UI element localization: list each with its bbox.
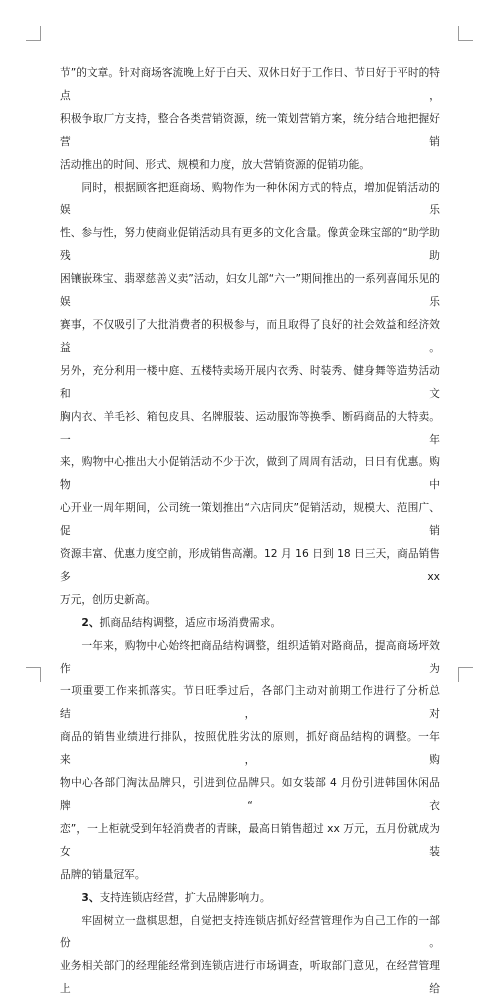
crop-mark-bottom-left [26,667,41,682]
text-line: 活动推出的时间、形式、规模和力度，放大营销资源的促销功能。 [60,157,370,171]
section-heading [60,612,440,635]
text-line: 业务相关部门的经理能经常到连锁店进行市场调查，听取部门意见，在经营管理上给 [60,959,440,996]
text-line: 一项重要工作来抓落实。节日旺季过后，各部门主动对前期工作进行了分析总结，对 [60,684,440,721]
text-line: 积极争取厂方支持，整合各类营销资源，统一策划营销方案，统分结合地把握好营销 [60,111,440,148]
text-line: 品牌的销量冠军。 [60,867,146,881]
crop-mark-top-right [458,26,473,41]
text-line: 困镶嵌珠宝、翡翠慈善义卖”活动，妇女儿部“六一”期间推出的一系列喜闻乐见的娱乐 [60,272,440,309]
text-line: 牢固树立一盘棋思想，自觉把支持连锁店抓好经营管理作为自己工作的一部份。 [60,913,440,950]
crop-mark-top-left [26,26,41,41]
text-line: 商品的销售业绩进行排队，按照优胜劣汰的原则，抓好商品结构的调整。一年来，购 [60,730,440,767]
text-line: 另外，充分利用一楼中庭、五楼特卖场开展内衣秀、时装秀、健身舞等造势活动和文 [60,363,440,400]
text-line: 胸内衣、羊毛衫、箱包皮具、名牌服装、运动服饰等换季、断码商品的大特卖。一年 [60,409,440,446]
text-line: 恋”，一上柜就受到年轻消费者的青睐，最高日销售超过 xx 万元，五月份就成为女装 [60,821,440,858]
text-line: 万元，创历史新高。 [60,592,157,606]
text-line: 一年来，购物中心始终把商品结构调整，组织适销对路商品，提高商场坪效作为 [60,638,440,675]
text-line: 资源丰富、优惠力度空前，形成销售高潮。12 月 16 日到 18 日三天，商品销售多 xx [60,547,440,583]
heading-number: 2、 [81,615,100,629]
heading-text: 抓商品结构调整，适应市场消费需求。 [99,615,282,629]
heading-number: 3、 [81,890,100,904]
text-line: 同时，根据顾客把逛商场、购物作为一种休闲方式的特点，增加促销活动的娱乐 [60,180,440,217]
document-body [60,62,440,1001]
text-line: 心开业一周年期间，公司统一策划推出“六店同庆”促销活动，规模大、范围广、促销 [60,501,440,538]
text-line: 赛事，不仅吸引了大批消费者的积极参与，而且取得了良好的社会效益和经济效益。 [60,317,440,354]
text-line: 节”的文章。针对商场客流晚上好于白天、双休日好于工作日、节日好于平时的特点， [60,66,440,102]
text-line: 性、参与性，努力使商业促销活动具有更多的文化含量。像黄金珠宝部的“助学助残助 [60,226,440,263]
section-heading [60,887,440,910]
text-line: 来，购物中心推出大小促销活动不少于次，做到了周周有活动，日日有优惠。购物中 [60,455,440,492]
heading-text: 支持连锁店经营，扩大品牌影响力。 [99,890,271,904]
crop-mark-bottom-right [458,667,473,682]
text-line: 物中心各部门淘汰品牌只，引进到位品牌只。如女装部 4 月份引进韩国休闲品牌“衣 [60,776,440,812]
